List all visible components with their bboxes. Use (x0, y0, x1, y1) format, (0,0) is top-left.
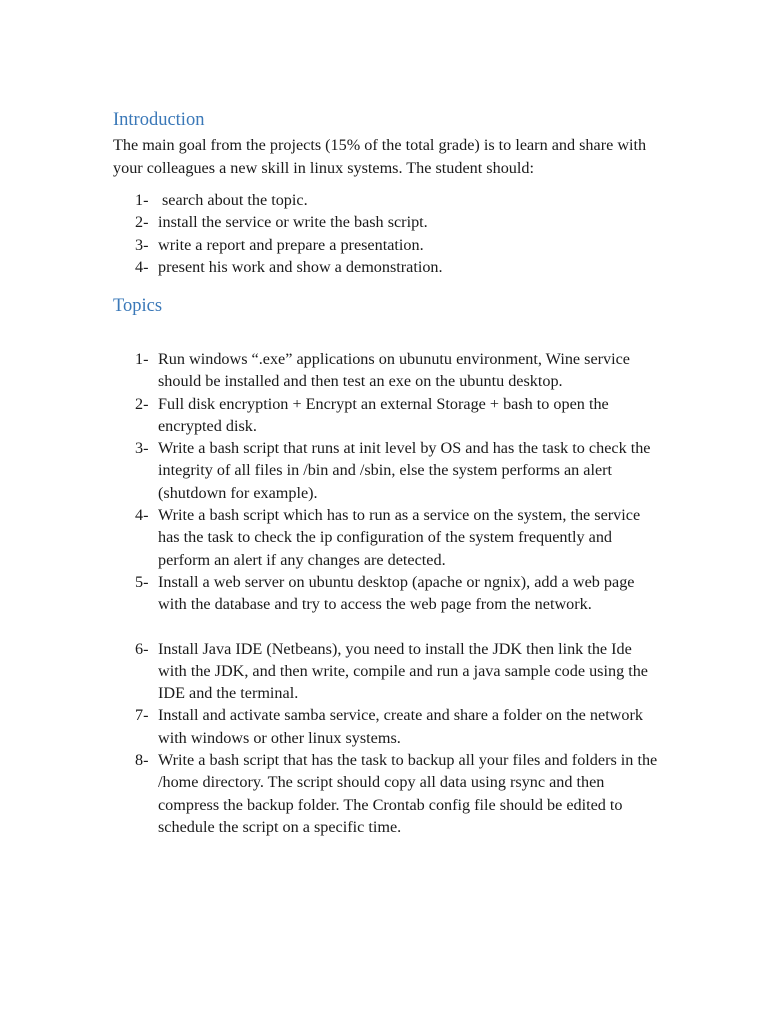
introduction-paragraph: The main goal from the projects (15% of the total grade) is to learn and share with your colleagues a new skill in linux systems. The student should: (113, 136, 647, 177)
list-item (0, 571, 658, 616)
list-item-number: 3- (135, 235, 149, 254)
list-item-text: Write a bash script which has to run as a service on the system, the service has the task to check the ip configuration of the system frequently and perform an alert if any changes are detected. (158, 506, 641, 569)
introduction-heading: Introduction (113, 110, 205, 130)
list-item-text: Install and activate samba service, create and share a folder on the network with windows or other linux systems. (158, 706, 643, 747)
list-item-text: write a report and prepare a presentation. (158, 235, 424, 254)
list-item-number: 2- (135, 394, 149, 413)
list-item-number: 3- (135, 439, 149, 458)
list-item (0, 211, 662, 233)
list-item-number: 1- (135, 191, 149, 209)
list-item (0, 638, 658, 705)
list-item-text: Install Java IDE (Netbeans), you need to install the JDK then link the Ide with the JDK, and then write, compile and run a java sample code using the IDE and the terminal. (158, 639, 648, 703)
list-item-text: Write a bash script that has the task to backup all your files and folders in the /home directory. The script should copy all data using rsync and then compress the backup folder. The Crontab config file should be edited to schedule the script on a specific time. (158, 751, 658, 836)
list-item-number: 6- (135, 639, 149, 658)
list-item-number: 2- (135, 213, 149, 232)
list-item-text: Write a bash script that runs at init level by OS and has the task to check the integrity of all files in /bin and /sbin, else the system performs an alert (shutdown for example). (158, 439, 651, 502)
list-item-text: install the service or write the bash script. (158, 213, 428, 232)
list-item-number: 7- (135, 706, 149, 725)
topics-heading: Topics (113, 296, 163, 316)
list-item (0, 189, 662, 211)
list-item-number: 1- (135, 350, 149, 368)
list-item (0, 393, 658, 438)
student-task-list (0, 189, 662, 278)
list-item-number: 4- (135, 257, 149, 276)
list-item (0, 704, 658, 749)
list-item-text: search about the topic. (162, 191, 308, 209)
list-item-text: Install a web server on ubuntu desktop (apache or ngnix), add a web page with the database and try to access the web page from the network. (158, 572, 635, 614)
topics-list (0, 348, 658, 838)
list-item-number: 8- (135, 751, 149, 770)
list-item (0, 348, 658, 393)
list-item-text: Full disk encryption + Encrypt an external Storage + bash to open the encrypted disk. (158, 394, 609, 435)
list-item-number: 5- (135, 572, 149, 591)
list-item (0, 749, 658, 838)
list-item-number: 4- (135, 506, 149, 525)
list-item (0, 437, 658, 504)
list-item-text: present his work and show a demonstration. (158, 257, 443, 276)
list-item (0, 234, 662, 256)
list-item (0, 504, 658, 571)
list-item-text: Run windows “.exe” applications on ubunutu environment, Wine service should be installed and then test an exe on the ubuntu desktop. (158, 350, 630, 391)
list-item (0, 256, 662, 278)
